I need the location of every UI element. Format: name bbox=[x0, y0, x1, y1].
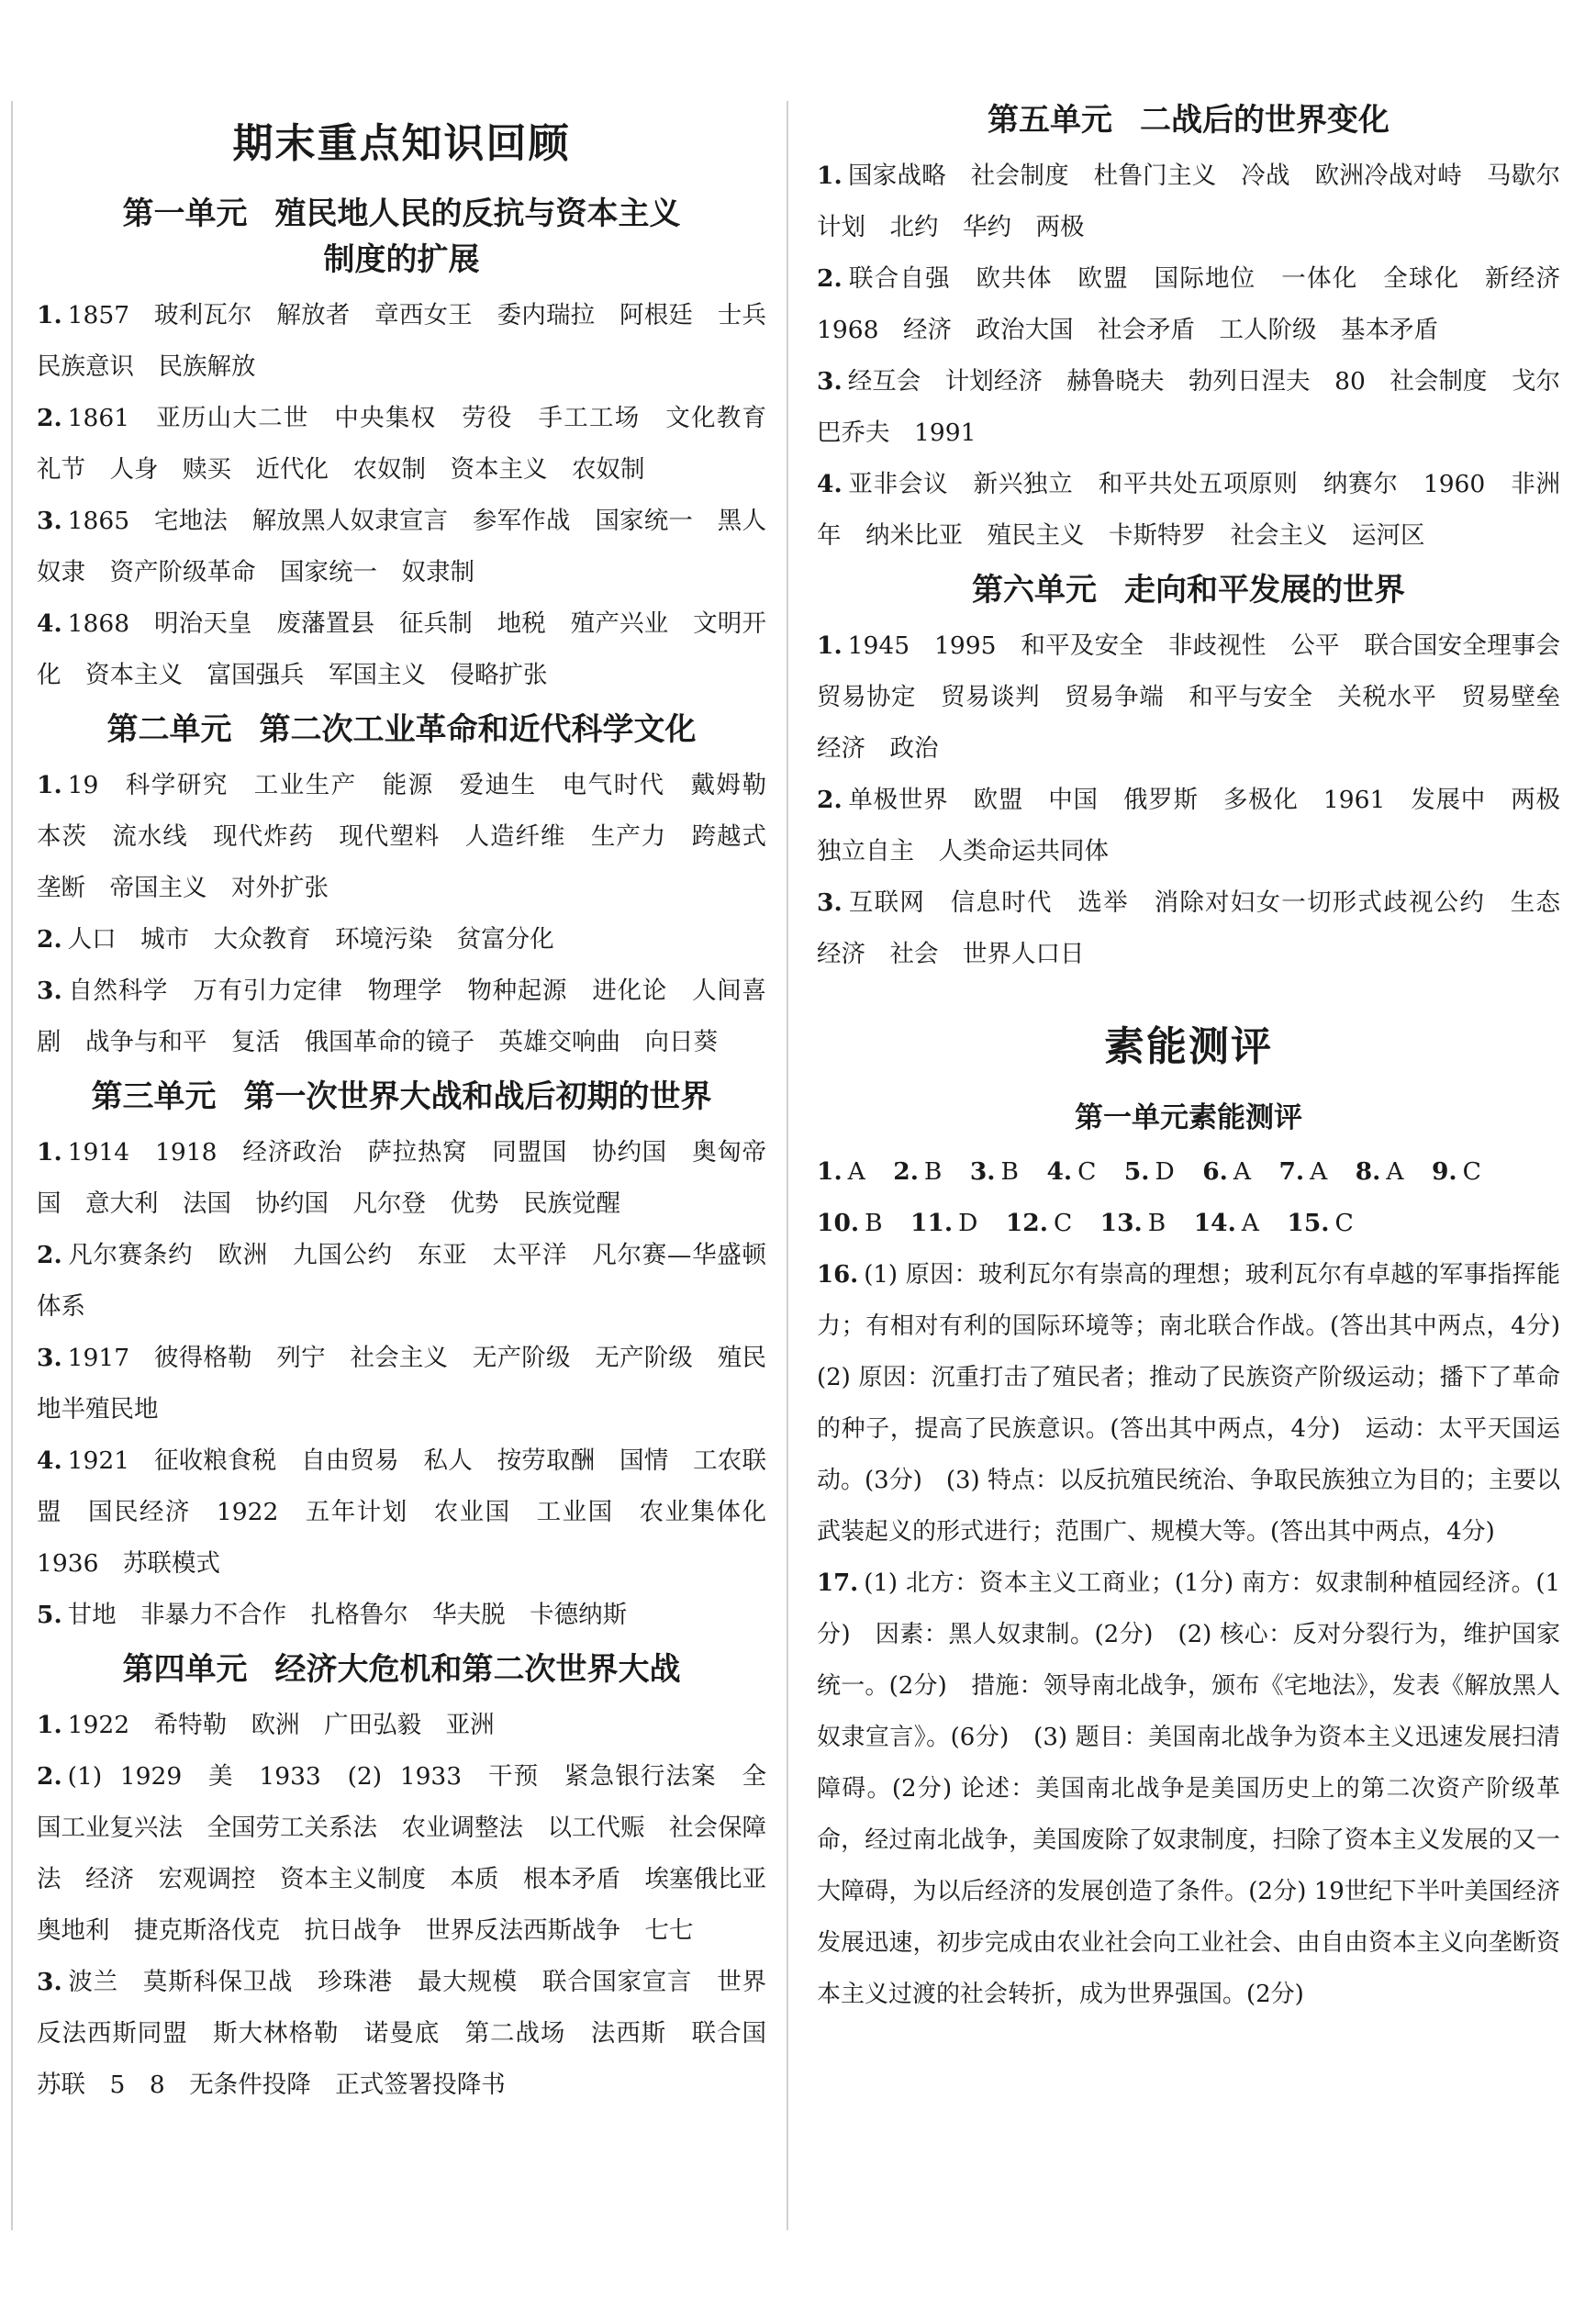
item-text: 1914 1918 经济政治 萨拉热窝 同盟国 协约国 奥匈帝国 意大利 法国 协约国 凡尔登 优势 民族觉醒 bbox=[37, 1138, 766, 1218]
item-text: 1917 彼得格勒 列宁 社会主义 无产阶级 无产阶级 殖民地半殖民地 bbox=[37, 1344, 766, 1424]
item-number: 2. bbox=[37, 1241, 62, 1269]
item-number: 3. bbox=[37, 977, 62, 1005]
item-text: 1921 征收粮食税 自由贸易 私人 按劳取酬 国情 工农联盟 国民经济 1922 五年计划 农业国 工业国 农业集体化 1936 苏联模式 bbox=[37, 1446, 791, 1578]
unit2-title-name: 第二次工业革命和近代科学文化 bbox=[259, 711, 697, 748]
item-text: 凡尔赛条约 欧洲 九国公约 东亚 太平洋 凡尔赛—华盛顿体系 bbox=[37, 1241, 766, 1321]
item-number: 4. bbox=[817, 470, 843, 498]
unit1-item-1 bbox=[37, 290, 791, 393]
item-number: 1. bbox=[817, 631, 843, 660]
item-number: 4. bbox=[37, 1446, 62, 1475]
unit2-item-3 bbox=[37, 966, 766, 1068]
unit2-title-number: 第二单元 bbox=[106, 711, 232, 748]
mc-answer: 8. A bbox=[1355, 1157, 1404, 1186]
unit2-title bbox=[37, 707, 766, 753]
item-number: 1. bbox=[37, 1138, 62, 1167]
item-number: 1. bbox=[37, 771, 62, 799]
unit3-item-1 bbox=[37, 1127, 766, 1230]
unit1-title-name-cont: 制度的扩展 bbox=[323, 241, 480, 278]
mc-answer: 15. C bbox=[1287, 1209, 1354, 1237]
unit4-item-3 bbox=[37, 1957, 791, 2111]
item-number: 1. bbox=[37, 301, 62, 329]
unit1-title-name: 殖民地人民的反抗与资本主义 bbox=[274, 195, 681, 232]
item-text: (1) 原因：玻利瓦尔有崇高的理想；玻利瓦尔有卓越的军事指挥能力；有相对有利的国际环境等；南北联合作战。(答出其中两点，4分) (2) 原因：沉重打击了殖民者；推动了民族资产阶级运动；播下了革命的种子，提高了民族意识。(答出其中两点，4分) 运动：太平天国运动。(3分) (3) 特点：以反抗殖民统治、争取民族独立为目的；主要以武装起义的形式进行；范围广、规模大等。(答出其中两点，4分) bbox=[817, 1261, 1585, 1546]
item-text: 联合自强 欧共体 欧盟 国际地位 一体化 全球化 新经济 1968 经济 政治大国 社会矛盾 工人阶级 基本矛盾 bbox=[817, 264, 1585, 344]
unit4-item-1 bbox=[37, 1700, 766, 1751]
item-text: 1861 亚历山大二世 中央集权 劳役 手工工场 文化教育 礼节 人身 赎买 近代化 农奴制 资本主义 农奴制 bbox=[37, 404, 791, 484]
unit4-item-2 bbox=[37, 1751, 791, 1957]
item-number: 5. bbox=[37, 1601, 62, 1629]
item-number: 16. bbox=[817, 1261, 859, 1289]
mc-answer: 4. C bbox=[1046, 1157, 1097, 1186]
unit3-item-5 bbox=[37, 1590, 766, 1641]
item-text: 国家战略 社会制度 杜鲁门主义 冷战 欧洲冷战对峙 马歇尔计划 北约 华约 两极 bbox=[817, 162, 1560, 241]
item-text: 1865 宅地法 解放黑人奴隶宣言 参军作战 国家统一 黑人奴隶 资产阶级革命 国家统一 奴隶制 bbox=[37, 507, 766, 586]
mc-answer: 13. B bbox=[1099, 1209, 1166, 1237]
unit6-title-number: 第六单元 bbox=[972, 572, 1097, 608]
left-margin-rule bbox=[11, 101, 13, 2230]
unit1-item-3 bbox=[37, 496, 766, 598]
unit4-title-name: 经济大危机和第二次世界大战 bbox=[274, 1651, 681, 1688]
mc-answer: 6. A bbox=[1202, 1157, 1251, 1186]
section-title-assessment: 素能测评 bbox=[1104, 1023, 1273, 1070]
item-number: 4. bbox=[37, 609, 62, 638]
item-number: 2. bbox=[37, 404, 62, 432]
item-number: 3. bbox=[37, 1968, 62, 1996]
item-text: 甘地 非暴力不合作 扎格鲁尔 华夫脱 卡德纳斯 bbox=[67, 1601, 628, 1629]
unit3-title bbox=[37, 1074, 766, 1120]
answer-q16 bbox=[817, 1249, 1585, 1558]
item-number: 1. bbox=[817, 162, 843, 190]
unit1-item-4 bbox=[37, 598, 766, 701]
main-title: 期末重点知识回顾 bbox=[232, 120, 571, 167]
unit3-title-name: 第一次世界大战和战后初期的世界 bbox=[243, 1078, 712, 1115]
unit1-title-number: 第一单元 bbox=[122, 195, 248, 232]
item-number: 2. bbox=[37, 925, 62, 954]
item-number: 3. bbox=[817, 367, 843, 396]
unit6-item-1 bbox=[817, 620, 1585, 775]
mc-answer: 12. C bbox=[1005, 1209, 1073, 1237]
unit6-item-2 bbox=[817, 775, 1585, 877]
mc-answer: 10. B bbox=[817, 1209, 883, 1237]
mc-answer: 7. A bbox=[1278, 1157, 1328, 1186]
mc-answers-row-1 bbox=[817, 1146, 1560, 1198]
item-text: 1922 希特勒 欧洲 广田弘毅 亚洲 bbox=[67, 1711, 495, 1739]
item-text: 人口 城市 大众教育 环境污染 贫富分化 bbox=[67, 925, 554, 954]
unit6-title-name: 走向和平发展的世界 bbox=[1124, 572, 1405, 608]
item-text: 互联网 信息时代 选举 消除对妇女一切形式歧视公约 生态 经济 社会 世界人口日 bbox=[817, 888, 1585, 968]
unit3-item-2 bbox=[37, 1230, 766, 1333]
unit5-item-1 bbox=[817, 151, 1560, 253]
unit5-title-name: 二战后的世界变化 bbox=[1140, 102, 1390, 139]
unit4-title-number: 第四单元 bbox=[122, 1651, 248, 1688]
test1-title: 第一单元素能测评 bbox=[1075, 1101, 1302, 1134]
item-text: 波兰 莫斯科保卫战 珍珠港 最大规模 联合国家宣言 世界反法西斯同盟 斯大林格勒 诺曼底 第二战场 法西斯 联合国 苏联 5 8 无条件投降 正式签署投降书 bbox=[37, 1968, 791, 2099]
mc-answer: 5. D bbox=[1123, 1157, 1175, 1186]
item-text: 自然科学 万有引力定律 物理学 物种起源 进化论 人间喜剧 战争与和平 复活 俄国革命的镜子 英雄交响曲 向日葵 bbox=[37, 977, 766, 1056]
left-column bbox=[37, 92, 791, 2111]
item-number: 2. bbox=[817, 786, 843, 814]
item-text: 19 科学研究 工业生产 能源 爱迪生 电气时代 戴姆勒 本茨 流水线 现代炸药 现代塑料 人造纤维 生产力 跨越式 垄断 帝国主义 对外扩张 bbox=[37, 771, 791, 902]
mc-answer: 14. A bbox=[1193, 1209, 1259, 1237]
item-text: 1857 玻利瓦尔 解放者 章西女王 委内瑞拉 阿根廷 士兵 民族意识 民族解放 bbox=[37, 301, 791, 381]
unit2-item-2 bbox=[37, 914, 766, 966]
answer-q17 bbox=[817, 1558, 1560, 2020]
unit5-item-3 bbox=[817, 356, 1560, 459]
unit3-item-4 bbox=[37, 1435, 791, 1590]
unit5-title bbox=[817, 97, 1560, 143]
mc-answer: 9. C bbox=[1431, 1157, 1481, 1186]
item-number: 3. bbox=[37, 507, 62, 535]
mc-answer: 1. A bbox=[817, 1157, 865, 1186]
item-number: 17. bbox=[817, 1569, 859, 1597]
item-text: 经互会 计划经济 赫鲁晓夫 勃列日涅夫 80 社会制度 戈尔巴乔夫 1991 bbox=[817, 367, 1560, 447]
unit2-item-1 bbox=[37, 760, 791, 914]
unit6-item-3 bbox=[817, 877, 1585, 980]
unit1-item-2 bbox=[37, 393, 791, 496]
mc-answer: 11. D bbox=[910, 1209, 978, 1237]
unit5-title-number: 第五单元 bbox=[988, 102, 1112, 139]
unit3-title-number: 第三单元 bbox=[91, 1078, 217, 1115]
item-text: (1) 1929 美 1933 (2) 1933 干预 紧急银行法案 全国工业复兴法 全国劳工关系法 农业调整法 以工代赈 社会保障法 经济 宏观调控 资本主义制度 本质 根本矛盾 埃塞俄比亚 奥地利 捷克斯洛伐克 抗日战争 世界反法西斯战争 七七 bbox=[37, 1762, 791, 1945]
unit5-item-4 bbox=[817, 459, 1560, 562]
item-text: (1) 北方：资本主义工商业；(1分) 南方：奴隶制种植园经济。(1分) 因素：黑人奴隶制。(2分) (2) 核心：反对分裂行为，维护国家统一。(2分) 措施：领导南北战争，颁布《宅地法》，发表《解放黑人奴隶宣言》。(6分) (3) 题目：美国南北战争为资本主义迅速发展扫清障碍。(2分) 论述：美国南北战争是美国历史上的第二次资产阶级革命，经过南北战争，美国废除了奴隶制度，扫除了资本主义发展的又一大障碍，为以后经济的发展创造了条件。(2分) 19世纪下半叶美国经济发展迅速，初步完成由农业社会向工业社会、由自由资本主义向垄断资本主义过渡的社会转折，成为世界强国。(2分) bbox=[817, 1569, 1560, 2008]
unit5-item-2 bbox=[817, 253, 1585, 356]
unit1-title bbox=[37, 191, 766, 283]
item-text: 1868 明治天皇 废藩置县 征兵制 地税 殖产兴业 文明开化 资本主义 富国强兵 军国主义 侵略扩张 bbox=[37, 609, 766, 689]
right-column bbox=[817, 92, 1585, 2020]
item-number: 2. bbox=[37, 1762, 62, 1791]
item-number: 3. bbox=[817, 888, 843, 917]
unit3-item-3 bbox=[37, 1333, 766, 1435]
mc-answer: 2. B bbox=[893, 1157, 943, 1186]
item-text: 单极世界 欧盟 中国 俄罗斯 多极化 1961 发展中 两极 独立自主 人类命运共同体 bbox=[817, 786, 1585, 865]
item-text: 1945 1995 和平及安全 非歧视性 公平 联合国安全理事会 贸易协定 贸易谈判 贸易争端 和平与安全 关税水平 贸易壁垒 经济 政治 bbox=[817, 631, 1585, 763]
item-number: 1. bbox=[37, 1711, 62, 1739]
item-number: 3. bbox=[37, 1344, 62, 1372]
mc-answers-row-2 bbox=[817, 1198, 1560, 1249]
mc-answer: 3. B bbox=[969, 1157, 1019, 1186]
unit6-title bbox=[817, 567, 1560, 613]
item-text: 亚非会议 新兴独立 和平共处五项原则 纳赛尔 1960 非洲年 纳米比亚 殖民主义 卡斯特罗 社会主义 运河区 bbox=[817, 470, 1560, 550]
unit4-title bbox=[37, 1647, 766, 1692]
item-number: 2. bbox=[817, 264, 843, 293]
